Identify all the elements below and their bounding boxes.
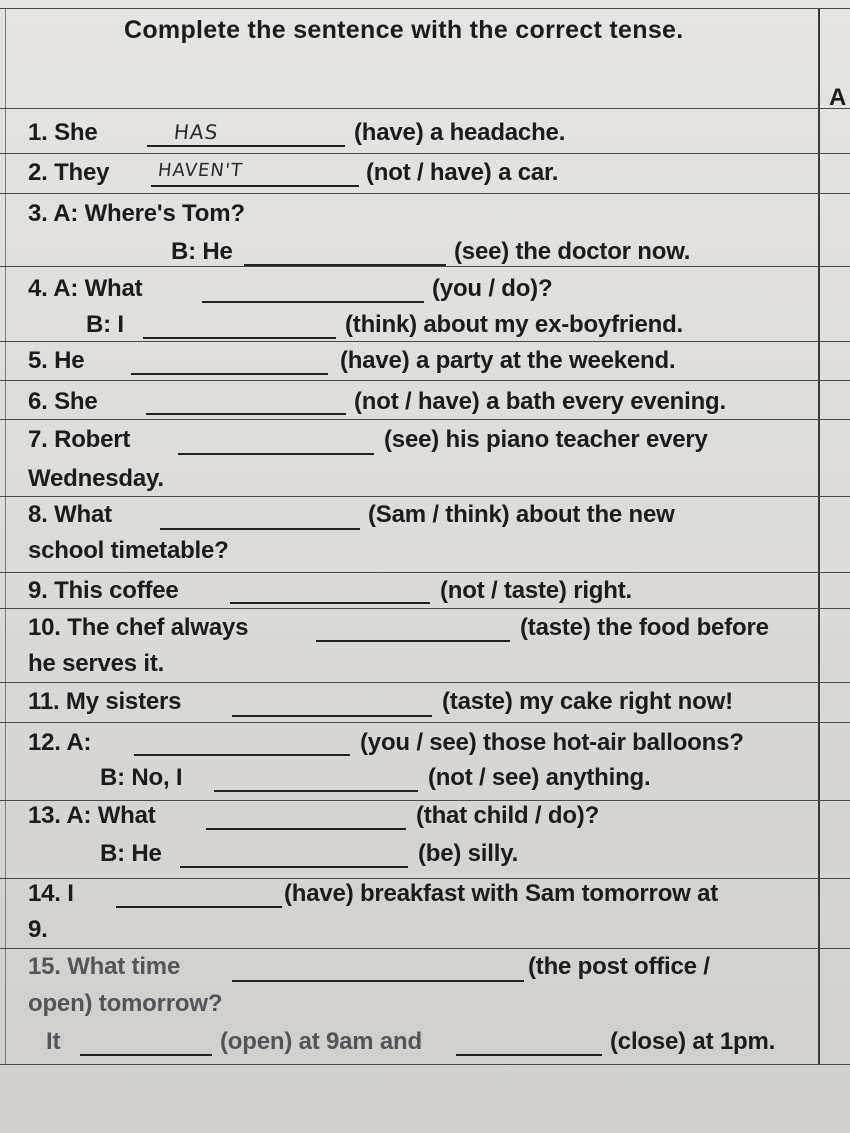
blank-3[interactable] [244, 264, 446, 266]
left-border [5, 8, 6, 1065]
sentence-6-end: (not / have) a bath every evening. [354, 388, 726, 415]
sentence-12b-start: B: No, I [100, 764, 183, 791]
handwritten-answer-2: HAVEN'T [156, 160, 244, 181]
row-rule [0, 608, 850, 609]
sentence-4-start: 4. A: What [28, 275, 143, 302]
blank-13a[interactable] [206, 828, 406, 830]
sentence-10-start: 10. The chef always [28, 614, 249, 641]
sentence-11-end: (taste) my cake right now! [442, 688, 733, 715]
row-rule [0, 722, 850, 723]
blank-14[interactable] [116, 906, 282, 908]
sentence-13-start: 13. A: What [28, 802, 156, 829]
row-rule [0, 108, 850, 109]
sentence-15-end: (the post office / [528, 953, 710, 980]
sentence-15d-start: It [46, 1028, 61, 1055]
blank-15c[interactable] [456, 1054, 602, 1056]
sentence-8-end: (Sam / think) about the new [368, 501, 675, 528]
sentence-14-continued: 9. [28, 916, 48, 943]
sentence-9-start: 9. This coffee [28, 577, 179, 604]
sentence-5-end: (have) a party at the weekend. [340, 347, 676, 374]
sentence-1-end: (have) a headache. [354, 119, 566, 146]
sentence-15-start: 15. What time [28, 953, 181, 980]
sentence-13b-end: (be) silly. [418, 840, 519, 867]
blank-9[interactable] [230, 602, 430, 604]
sentence-1-start: 1. She [28, 119, 98, 146]
column-divider [818, 8, 820, 1065]
sentence-7-start: 7. Robert [28, 426, 131, 453]
row-rule [0, 266, 850, 267]
blank-13b[interactable] [180, 866, 408, 868]
sentence-10-continued: he serves it. [28, 650, 165, 677]
blank-11[interactable] [232, 715, 432, 717]
blank-6[interactable] [146, 413, 346, 415]
row-rule [0, 572, 850, 573]
sentence-15-continued: open) tomorrow? [28, 990, 223, 1017]
sentence-14-end: (have) breakfast with Sam tomorrow at [284, 880, 719, 907]
sentence-5-start: 5. He [28, 347, 85, 374]
row-rule [0, 380, 850, 381]
blank-4b[interactable] [143, 337, 336, 339]
blank-12b[interactable] [214, 790, 418, 792]
blank-15b[interactable] [80, 1054, 212, 1056]
handwritten-answer-1: HAS [172, 120, 220, 144]
sentence-7-end: (see) his piano teacher every [384, 426, 708, 453]
row-rule [0, 153, 850, 154]
sentence-6-start: 6. She [28, 388, 98, 415]
sentence-3b-start: B: He [171, 238, 233, 265]
sentence-15d-middle: (open) at 9am and [220, 1028, 422, 1055]
sentence-8-continued: school timetable? [28, 537, 229, 564]
sentence-13b-start: B: He [100, 840, 162, 867]
blank-15a[interactable] [232, 980, 524, 982]
sentence-13-end: (that child / do)? [416, 802, 600, 829]
row-rule [0, 878, 850, 879]
blank-2[interactable] [151, 185, 359, 187]
sentence-12-start: 12. A: [28, 729, 92, 756]
blank-12a[interactable] [134, 754, 350, 756]
sentence-9-end: (not / taste) right. [440, 577, 632, 604]
sentence-4-end: (you / do)? [432, 275, 553, 302]
row-rule [0, 800, 850, 801]
row-rule [0, 193, 850, 194]
sentence-3-question: 3. A: Where's Tom? [28, 200, 245, 227]
blank-8[interactable] [160, 528, 360, 530]
sentence-11-start: 11. My sisters [28, 688, 182, 715]
row-rule [0, 419, 850, 420]
sentence-3b-end: (see) the doctor now. [454, 238, 691, 265]
sentence-10-end: (taste) the food before [520, 614, 769, 641]
sentence-8-start: 8. What [28, 501, 112, 528]
blank-1[interactable] [147, 145, 345, 147]
row-rule [0, 8, 850, 9]
row-rule [0, 341, 850, 342]
sentence-14-start: 14. I [28, 880, 74, 907]
sentence-15d-end: (close) at 1pm. [610, 1028, 776, 1055]
row-rule [0, 682, 850, 683]
sentence-2-start: 2. They [28, 159, 110, 186]
sentence-2-end: (not / have) a car. [366, 159, 559, 186]
row-rule [0, 948, 850, 949]
sentence-12-end: (you / see) those hot-air balloons? [360, 729, 744, 756]
blank-4a[interactable] [202, 301, 424, 303]
sentence-4b-start: B: I [86, 311, 124, 338]
blank-10[interactable] [316, 640, 510, 642]
answer-column-label: A [829, 84, 847, 111]
blank-7[interactable] [178, 453, 374, 455]
row-rule [0, 1064, 850, 1065]
row-rule [0, 496, 850, 497]
sentence-7-continued: Wednesday. [28, 465, 164, 492]
sentence-4b-end: (think) about my ex-boyfriend. [345, 311, 684, 338]
worksheet-title: Complete the sentence with the correct tense. [124, 16, 684, 44]
sentence-12b-end: (not / see) anything. [428, 764, 651, 791]
blank-5[interactable] [131, 373, 328, 375]
